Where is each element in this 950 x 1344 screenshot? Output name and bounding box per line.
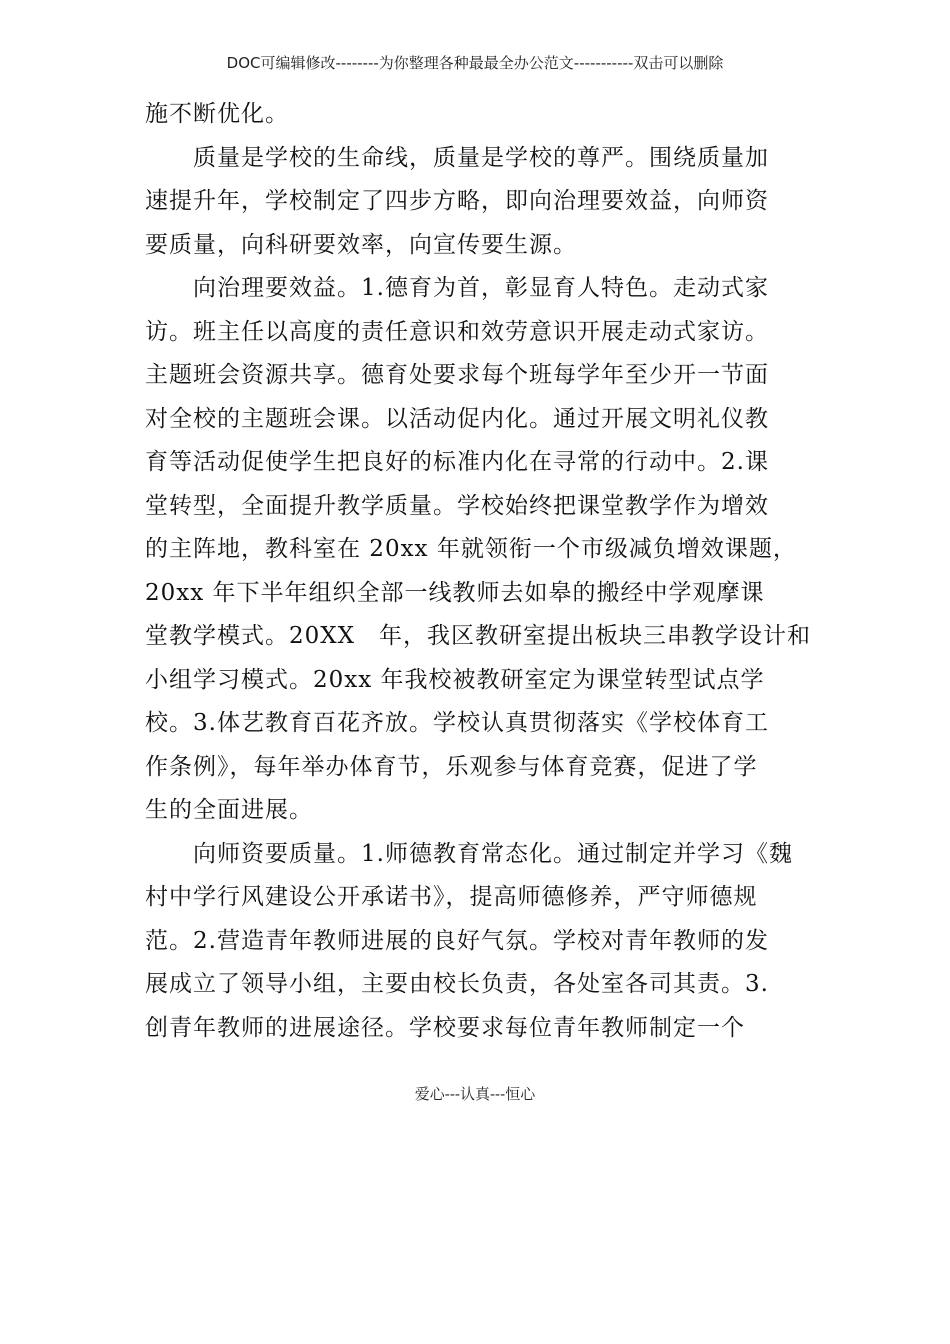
text-line: 要质量，向科研要效率，向宣传要生源。: [145, 231, 577, 258]
text-line: 向师资要质量。1.师德教育常态化。通过制定并学习《魏: [145, 840, 793, 867]
text-line: 堂教学模式。20XX 年，我区教研室提出板块三串教学设计和: [145, 623, 812, 649]
text-line: 对全校的主题班会课。以活动促内化。通过开展文明礼仪教: [145, 405, 769, 432]
text-line: 展成立了领导小组，主要由校长负责，各处室各司其责。3.: [145, 971, 769, 997]
text-line: 育等活动促使学生把良好的标准内化在寻常的行动中。2.课: [145, 449, 769, 475]
text-line: 主题班会资源共享。德育处要求每个班每学年至少开一节面: [145, 362, 769, 388]
text-line: 向治理要效益。1.德育为首，彰显育人特色。走动式家: [145, 275, 769, 301]
text-line: 20xx 年下半年组织全部一线教师去如皋的搬经中学观摩课: [145, 579, 765, 606]
text-line: 速提升年，学校制定了四步方略，即向治理要效益，向师资: [145, 188, 769, 214]
text-line: 访。班主任以高度的责任意识和效劳意识开展走动式家访。: [145, 318, 769, 345]
text-line: 施不断优化。: [145, 101, 289, 127]
page-footer: 爱心---认真---恒心: [414, 1085, 536, 1103]
text-line: 村中学行风建设公开承诺书》，提高师德修养，严守师德规: [145, 884, 758, 910]
document-body: [145, 93, 810, 1050]
text-line: 堂转型，全面提升教学质量。学校始终把课堂教学作为增效: [145, 492, 769, 519]
text-line: 作条例》，每年举办体育节，乐观参与体育竞赛，促进了学: [145, 753, 758, 780]
text-line: 校。3.体艺教育百花齐放。学校认真贯彻落实《学校体育工: [145, 710, 769, 736]
text-line: 生的全面进展。: [145, 797, 313, 823]
text-line: 质量是学校的生命线，质量是学校的尊严。围绕质量加: [145, 144, 769, 171]
text-line: 小组学习模式。20xx 年我校被教研室定为课堂转型试点学: [145, 666, 765, 693]
text-line: 创青年教师的进展途径。学校要求每位青年教师制定一个: [145, 1014, 745, 1041]
page-header: DOC可编辑修改--------为你整理各种最最全办公范文-----------双击可以删除: [226, 54, 724, 72]
text-line: 范。2.营造青年教师进展的良好气氛。学校对青年教师的发: [145, 927, 769, 954]
text-line: 的主阵地，教科室在 20xx 年就领衔一个市级减负增效课题，: [145, 536, 797, 562]
